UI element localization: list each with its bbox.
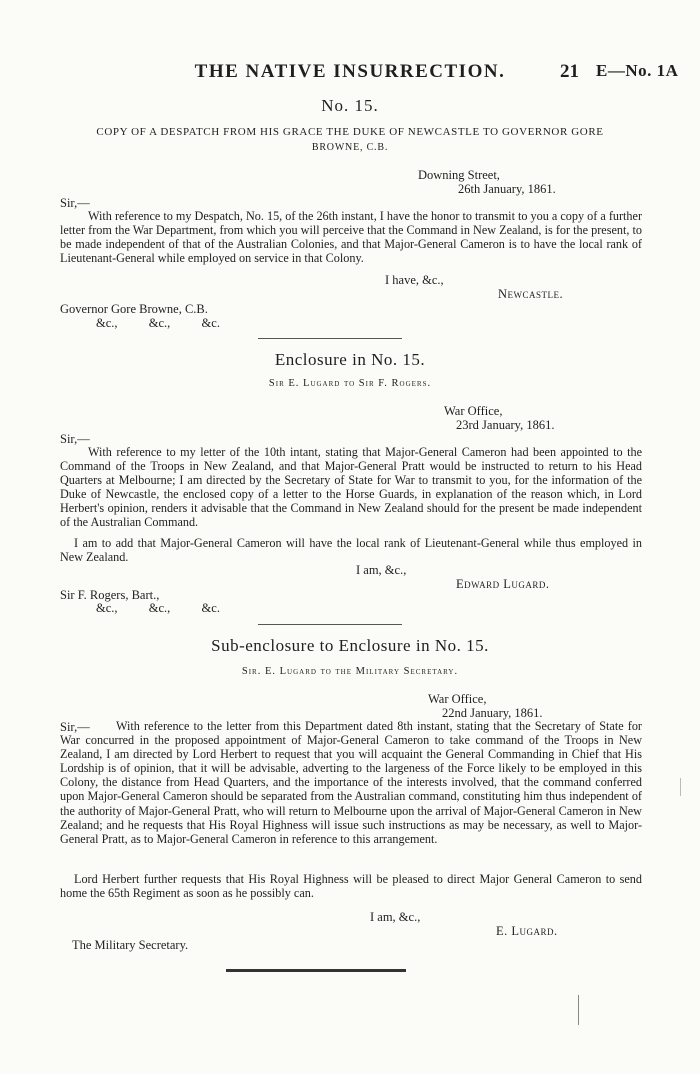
sub-enclosure-body-paragraph-1: With reference to the letter from this Department dated 8th instant, stating that the Secretary of State for War concurred in the proposed appointment of Major-General Cameron to take command of the Troops in New Zealand, I am directed by Lord Herbert to request that you will acquaint the General Commanding in Chief that His Lordship is of opinion, that it will be advisable, adverting to the largeness of the Force likely to be employed in this Colony, the distance from Head Quarters, and the importance of the interests involved, that the command conferred upon Major-General Cameron should be separated from the Australian command, constituting him thus independent of the authority of Major-General Pratt, who will return to Melbourne upon the arrival of Major-General Cameron in New Zealand; and he requests that His Royal Highness will issue such instructions as may be necessary, as well to Major-General Pratt, as to Major-General Cameron in reference to this arrangement. bbox=[60, 719, 642, 846]
closing-rule bbox=[226, 969, 406, 972]
page-number: 21 bbox=[560, 61, 579, 82]
despatch-place: Downing Street, bbox=[418, 168, 500, 182]
despatch-addressee-etc: &c., &c., &c. bbox=[96, 316, 220, 330]
sub-enclosure-title: Sub-enclosure to Enclosure in No. 15. bbox=[211, 636, 489, 655]
despatch-title-line2: BROWNE, C.B. bbox=[311, 142, 389, 153]
enclosure-closing: I am, &c., bbox=[356, 563, 407, 577]
despatch-closing: I have, &c., bbox=[385, 273, 444, 287]
section-divider bbox=[258, 338, 402, 339]
enclosure-body-paragraph-1: With reference to my letter of the 10th intant, stating that Major-General Cameron had been appointed to the Command of the Troops in New Zealand, and that Major-General Pratt would be instructed to return to his Head Quarters at Melbourne; I am directed by the Secretary of State for War to transmit to you, for the information of the Duke of Newcastle, the enclosed copy of a letter to the Horse Guards, in explanation of the reason which, in Lord Herbert's opinion, renders it advisable that the Command in New Zealand should for the present be made independent of the Australian Command. bbox=[60, 445, 642, 530]
enclosure-body-paragraph-2: I am to add that Major-General Cameron will have the local rank of Lieutenant-General while thus employed in New Zealand. bbox=[60, 536, 642, 565]
sub-enclosure-date: 22nd January, 1861. bbox=[442, 706, 543, 720]
enclosure-signature: Edward Lugard. bbox=[456, 577, 550, 591]
despatch-title-line1: COPY OF A DESPATCH FROM HIS GRACE THE DUKE OF NEWCASTLE TO GOVERNOR GORE bbox=[96, 126, 604, 138]
sub-enclosure-closing: I am, &c., bbox=[370, 910, 421, 924]
enclosure-salutation: Sir,— bbox=[60, 432, 90, 446]
enclosure-addressee: Sir F. Rogers, Bart., bbox=[60, 588, 160, 602]
running-title: THE NATIVE INSURRECTION. bbox=[194, 61, 506, 82]
despatch-body: With reference to my Despatch, No. 15, of the 26th instant, I have the honor to transmit to you a copy of a further letter from the War Department, from which you will perceive that the Command in New Zealand, is for the present, to be made independent of that of the Australian Colonies, and that Major-General Cameron is to have the local rank of Lieutenant-General while employed on service in that Colony. bbox=[60, 209, 642, 266]
despatch-signature: Newcastle. bbox=[498, 287, 564, 301]
sub-enclosure-addressee: The Military Secretary. bbox=[72, 938, 189, 952]
sub-enclosure-signature: E. Lugard. bbox=[496, 924, 558, 938]
enclosure-place: War Office, bbox=[444, 404, 503, 418]
enclosure-date: 23rd January, 1861. bbox=[456, 418, 555, 432]
enclosure-title: Enclosure in No. 15. bbox=[274, 350, 426, 369]
sub-enclosure-body-paragraph-2: Lord Herbert further requests that His Royal Highness will be pleased to direct Major General Cameron to send home the 65th Regiment as soon as he possibly can. bbox=[60, 872, 642, 901]
margin-mark bbox=[578, 995, 579, 1025]
sub-enclosure-place: War Office, bbox=[428, 692, 487, 706]
despatch-number: No. 15. bbox=[321, 96, 379, 115]
despatch-salutation: Sir,— bbox=[60, 196, 90, 210]
paper-reference: E—No. 1A bbox=[596, 61, 679, 80]
sub-enclosure-salutation: Sir,— bbox=[60, 720, 90, 734]
enclosure-addressee-etc: &c., &c., &c. bbox=[96, 601, 220, 615]
section-divider bbox=[258, 624, 402, 625]
despatch-date: 26th January, 1861. bbox=[458, 182, 556, 196]
sub-enclosure-subtitle: Sir. E. Lugard to the Military Secretary. bbox=[241, 666, 459, 677]
despatch-addressee: Governor Gore Browne, C.B. bbox=[60, 302, 208, 316]
margin-mark bbox=[680, 778, 681, 796]
enclosure-subtitle: Sir E. Lugard to Sir F. Rogers. bbox=[268, 378, 432, 389]
